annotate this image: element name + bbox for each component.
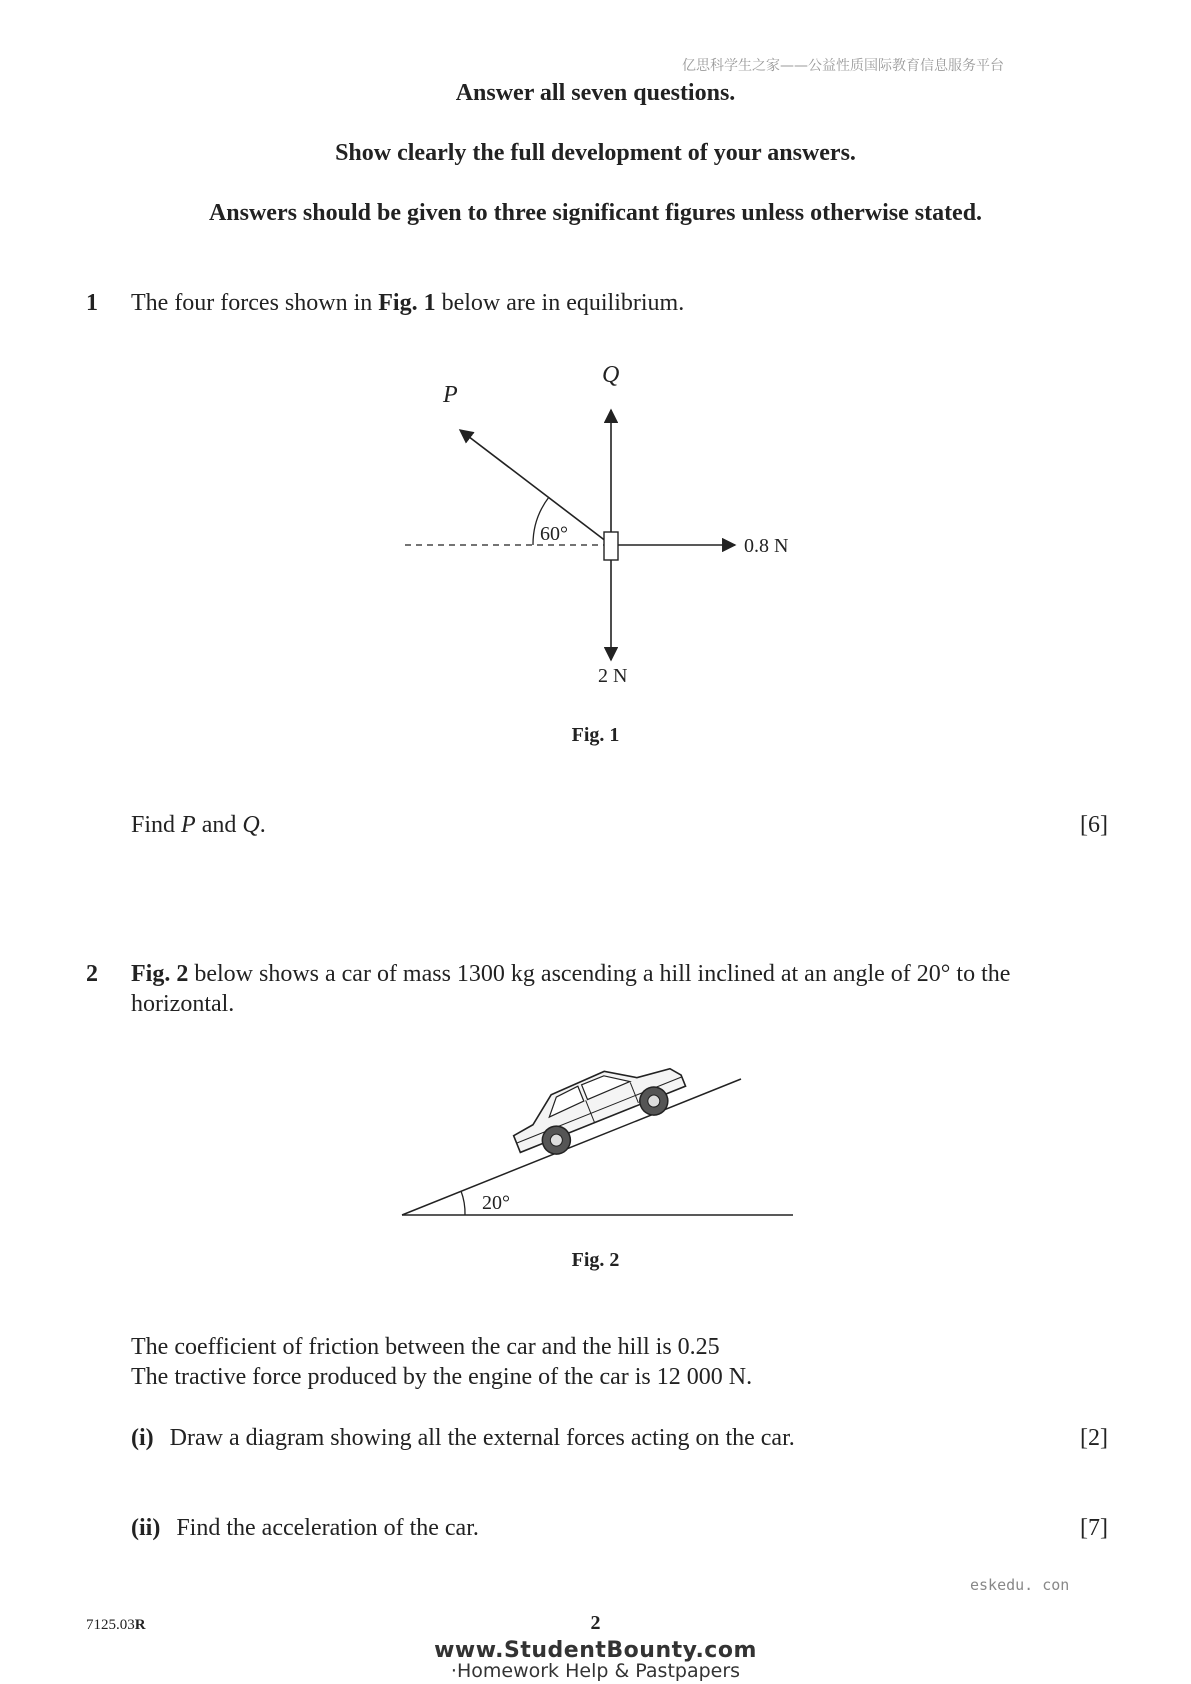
fig1-force-right-label: 0.8 N [744, 535, 789, 557]
fig1-label-q: Q [602, 362, 620, 388]
top-watermark: 亿思科学生之家——公益性质国际教育信息服务平台 [682, 58, 1004, 74]
fig1-force-down-label: 2 N [598, 665, 628, 687]
question-1-number: 1 [86, 290, 98, 316]
fig1-angle-label: 60° [540, 523, 568, 545]
q1-intro-ref: Fig. 1 [378, 290, 436, 316]
q2-part-i-text: Draw a diagram showing all the external forces acting on the car. [169, 1425, 795, 1451]
fig2-angle-label: 20° [482, 1192, 510, 1214]
q1-intro-pre: The four forces shown in [131, 290, 379, 316]
page-number: 2 [590, 1612, 601, 1634]
question-2-info-line-1: The coefficient of friction between the car and the hill is 0.25 [131, 1334, 720, 1360]
paper-code-suffix: R [134, 1617, 146, 1633]
question-1-intro [131, 290, 684, 317]
q1-task-pre: Find [131, 812, 182, 838]
q2-part-ii-text: Find the acceleration of the car. [176, 1515, 479, 1541]
studentbounty-tagline: ·Homework Help & Pastpapers [450, 1660, 741, 1682]
q1-task-post: . [259, 812, 266, 838]
question-2-info-line-2: The tractive force produced by the engine of the car is 12 000 N. [131, 1364, 753, 1390]
fig1-force-diagram [390, 360, 820, 700]
q2-part-i-label: (i) [131, 1425, 154, 1451]
fig1-arrow-p [460, 430, 611, 545]
fig1-label-p: P [443, 382, 458, 408]
q1-task-mid: and [195, 812, 243, 838]
question-1-task [131, 812, 266, 839]
fig2-angle-arc [461, 1191, 465, 1215]
fig2-incline-diagram [395, 1030, 805, 1225]
instruction-line-3: Answers should be given to three significant figures unless otherwise stated. [208, 200, 983, 226]
question-2-part-ii-marks: [7] [1080, 1515, 1108, 1541]
fig1-particle [604, 532, 618, 560]
instruction-line-1: Answer all seven questions. [455, 80, 736, 106]
q2-intro-text: below shows a car of mass 1300 kg ascending a hill inclined at an angle of 20° to the [188, 961, 1011, 987]
bottom-watermark: eskedu. con [970, 1576, 1070, 1594]
paper-code-number: 7125.03 [86, 1617, 135, 1633]
question-2-part-ii [131, 1515, 479, 1542]
question-1-marks: [6] [1080, 812, 1108, 838]
q1-intro-post: below are in equilibrium. [435, 290, 685, 316]
studentbounty-logo[interactable]: www.StudentBounty.com [434, 1638, 757, 1663]
q2-intro-ref: Fig. 2 [131, 961, 189, 987]
q1-task-p: P [181, 812, 196, 838]
question-2-intro-line-1 [131, 961, 1010, 988]
fig2-caption: Fig. 2 [571, 1249, 620, 1271]
car-icon [504, 1045, 692, 1167]
question-2-number: 2 [86, 961, 98, 987]
fig1-caption: Fig. 1 [571, 724, 620, 746]
question-2-intro-line-2: horizontal. [131, 991, 235, 1017]
question-2-part-i-marks: [2] [1080, 1425, 1108, 1451]
question-2-part-i [131, 1425, 795, 1452]
instruction-line-2: Show clearly the full development of your answers. [335, 140, 856, 166]
q1-task-q: Q [242, 812, 260, 838]
q2-part-ii-label: (ii) [131, 1515, 161, 1541]
